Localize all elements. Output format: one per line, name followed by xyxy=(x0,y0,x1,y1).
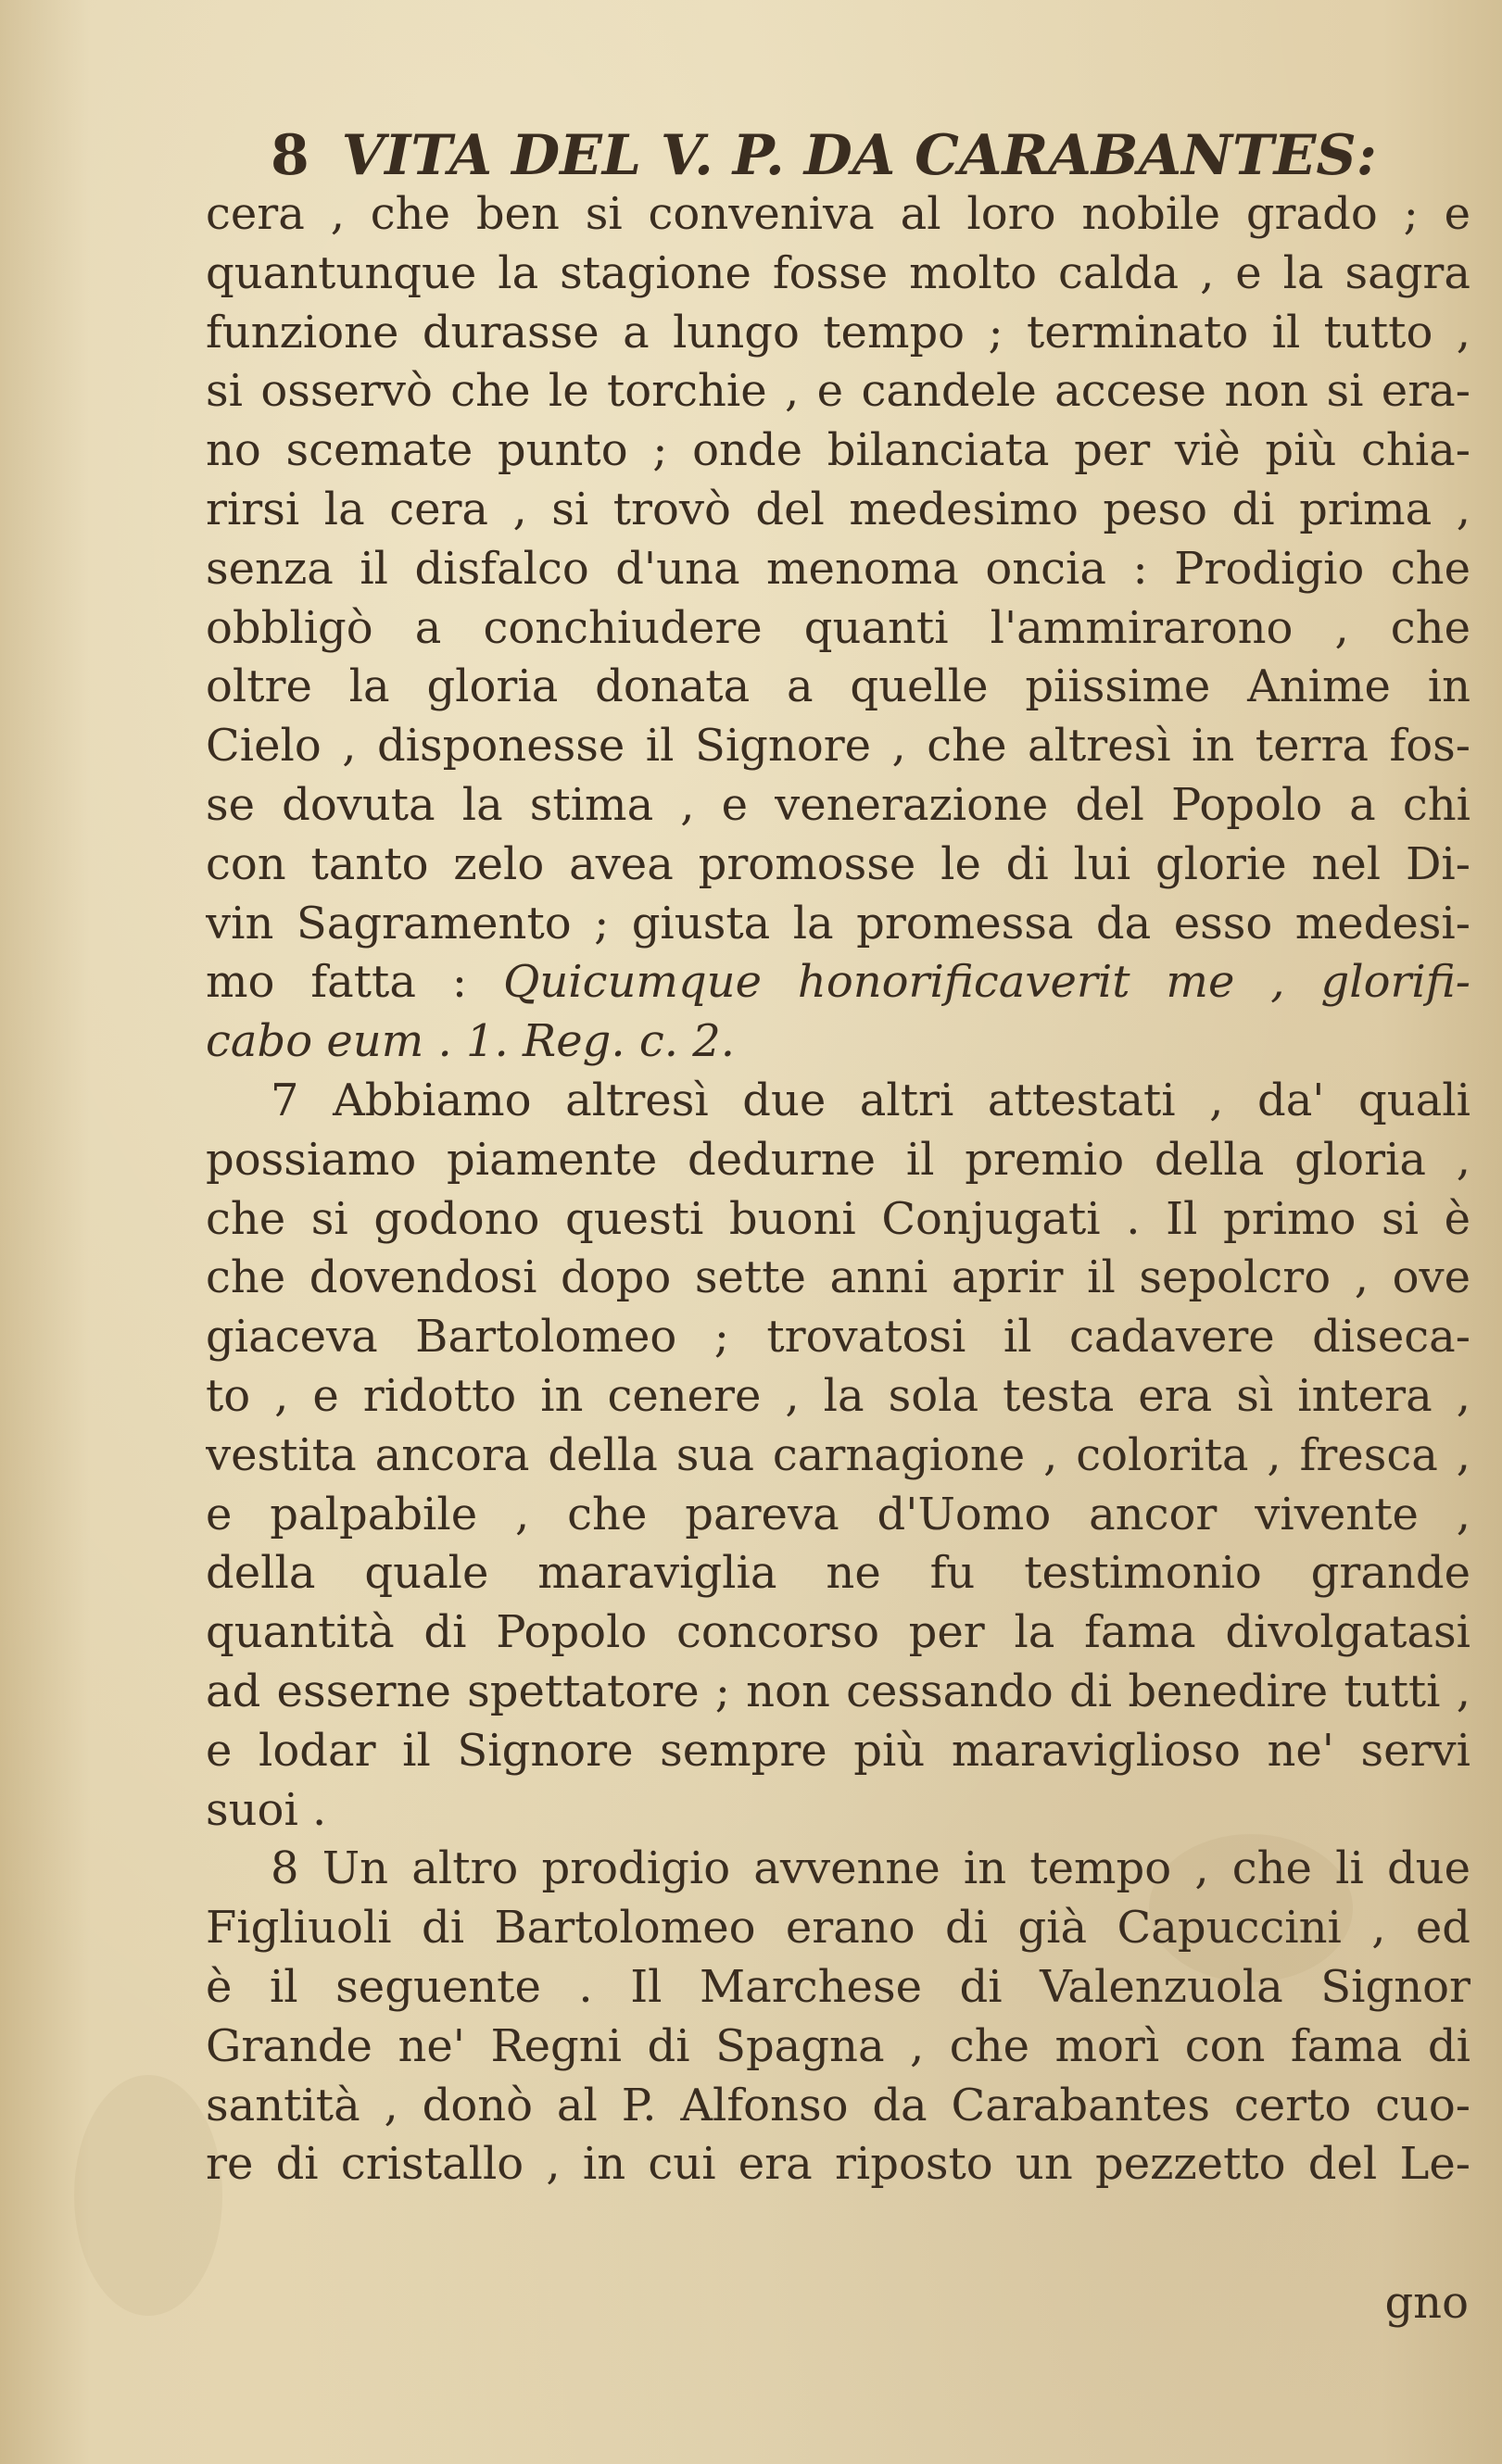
text-line xyxy=(206,481,1470,540)
latin-quote: cabo eum . 1. Reg. c. 2. xyxy=(206,1015,736,1068)
text-line xyxy=(206,895,1470,954)
text-line xyxy=(206,1308,1470,1367)
text-line xyxy=(206,1367,1470,1427)
line-text: quantunque la stagione fosse molto calda , e la sagra xyxy=(206,246,1470,299)
text-line xyxy=(206,2135,1470,2194)
line-text: mo fatta : xyxy=(206,956,468,1009)
text-line xyxy=(206,599,1470,659)
text-line xyxy=(206,1840,1470,1899)
line-text: e palpabile , che pareva d'Uomo ancor vivente , xyxy=(206,1488,1470,1540)
paper-stain xyxy=(74,2075,222,2316)
text-line xyxy=(206,717,1470,776)
line-text: giaceva Bartolomeo ; trovatosi il cadavere diseca- xyxy=(206,1311,1470,1364)
line-text: no scemate punto ; onde bilanciata per viè più chia- xyxy=(206,424,1470,477)
line-text: possiamo piamente dedurne il premio della gloria , xyxy=(206,1133,1470,1186)
text-line xyxy=(206,1663,1470,1722)
text-line xyxy=(206,1544,1470,1603)
text-line xyxy=(206,2018,1470,2077)
text-line xyxy=(206,362,1470,421)
line-text: Grande ne' Regni di Spagna , che morì con fama di xyxy=(206,2019,1470,2072)
line-text: quantità di Popolo concorso per la fama divolgatasi xyxy=(206,1606,1470,1659)
text-line xyxy=(206,421,1470,481)
text-line xyxy=(206,953,1470,1012)
text-line xyxy=(206,1486,1470,1545)
text-line xyxy=(206,1899,1470,1958)
line-text: che si godono questi buoni Conjugati . Il primo si è xyxy=(206,1192,1470,1245)
line-text: Figliuoli di Bartolomeo erano di già Capuccini , ed xyxy=(206,1902,1470,1955)
running-title: VITA DEL V. P. DA CARABANTES: xyxy=(341,123,1377,188)
page-number: 8 xyxy=(271,123,309,188)
line-text: vin Sagramento ; giusta la promessa da esso medesi- xyxy=(206,897,1470,949)
text-line xyxy=(206,1131,1470,1190)
text-line xyxy=(206,185,1470,245)
line-text: ad esserne spettatore ; non cessando di benedire tutti , xyxy=(206,1665,1470,1717)
line-text: funzione durasse a lungo tempo ; terminato il tutto , xyxy=(206,306,1470,358)
text-line xyxy=(206,1958,1470,2018)
text-line xyxy=(206,1722,1470,1781)
line-text: se dovuta la stima , e venerazione del Popolo a chi xyxy=(206,778,1470,831)
text-line xyxy=(206,245,1470,304)
body-text xyxy=(206,185,1470,2194)
text-line xyxy=(206,1427,1470,1486)
text-line xyxy=(206,776,1470,836)
text-line xyxy=(206,1249,1470,1308)
line-text: della quale maraviglia ne fu testimonio grande xyxy=(206,1547,1470,1600)
line-text: rirsi la cera , si trovò del medesimo peso di prima , xyxy=(206,483,1470,535)
line-text: obbligò a conchiudere quanti l'ammirarono , che xyxy=(206,601,1470,654)
text-line xyxy=(206,658,1470,717)
line-text: Cielo , disponesse il Signore , che altresì in terra fos- xyxy=(206,720,1470,773)
line-text: si osservò che le torchie , e candele accese non si era- xyxy=(206,365,1470,418)
line-text: to , e ridotto in cenere , la sola testa era sì intera , xyxy=(206,1369,1470,1422)
latin-quote: Quicumque honorificaverit me , glorifi- xyxy=(503,956,1470,1009)
line-text: che dovendosi dopo sette anni aprir il sepolcro , ove xyxy=(206,1251,1470,1304)
line-text: santità , donò al P. Alfonso da Carabantes certo cuo- xyxy=(206,2079,1470,2131)
text-line xyxy=(206,1012,1470,1072)
line-text: 8 Un altro prodigio avvenne in tempo , che li due xyxy=(271,1842,1470,1895)
line-text: re di cristallo , in cui era riposto un pezzetto del Le- xyxy=(206,2138,1470,2191)
text-line xyxy=(206,304,1470,363)
line-text: vestita ancora della sua carnagione , colorita , fresca , xyxy=(206,1428,1470,1481)
line-text: oltre la gloria donata a quelle piissime Anime in xyxy=(206,660,1470,713)
line-text: cera , che ben si conveniva al loro nobile grado ; e xyxy=(206,188,1470,240)
text-line xyxy=(206,1190,1470,1250)
text-line xyxy=(206,836,1470,895)
text-line xyxy=(206,540,1470,599)
running-header xyxy=(271,119,1475,193)
line-text: senza il disfalco d'una menoma oncia : Prodigio che xyxy=(206,542,1470,595)
text-line xyxy=(206,1072,1470,1131)
line-text: è il seguente . Il Marchese di Valenzuola Signor xyxy=(206,1960,1470,2013)
line-text: con tanto zelo avea promosse le di lui glorie nel Di- xyxy=(206,837,1470,890)
catchword: gno xyxy=(1384,2277,1469,2329)
text-line xyxy=(206,1603,1470,1663)
line-text: 7 Abbiamo altresì due altri attestati , da' quali xyxy=(271,1074,1470,1126)
text-line xyxy=(206,1781,1470,1841)
text-line xyxy=(206,2077,1470,2136)
line-text: e lodar il Signore sempre più maraviglioso ne' servi xyxy=(206,1724,1470,1777)
line-text: suoi . xyxy=(206,1783,327,1836)
